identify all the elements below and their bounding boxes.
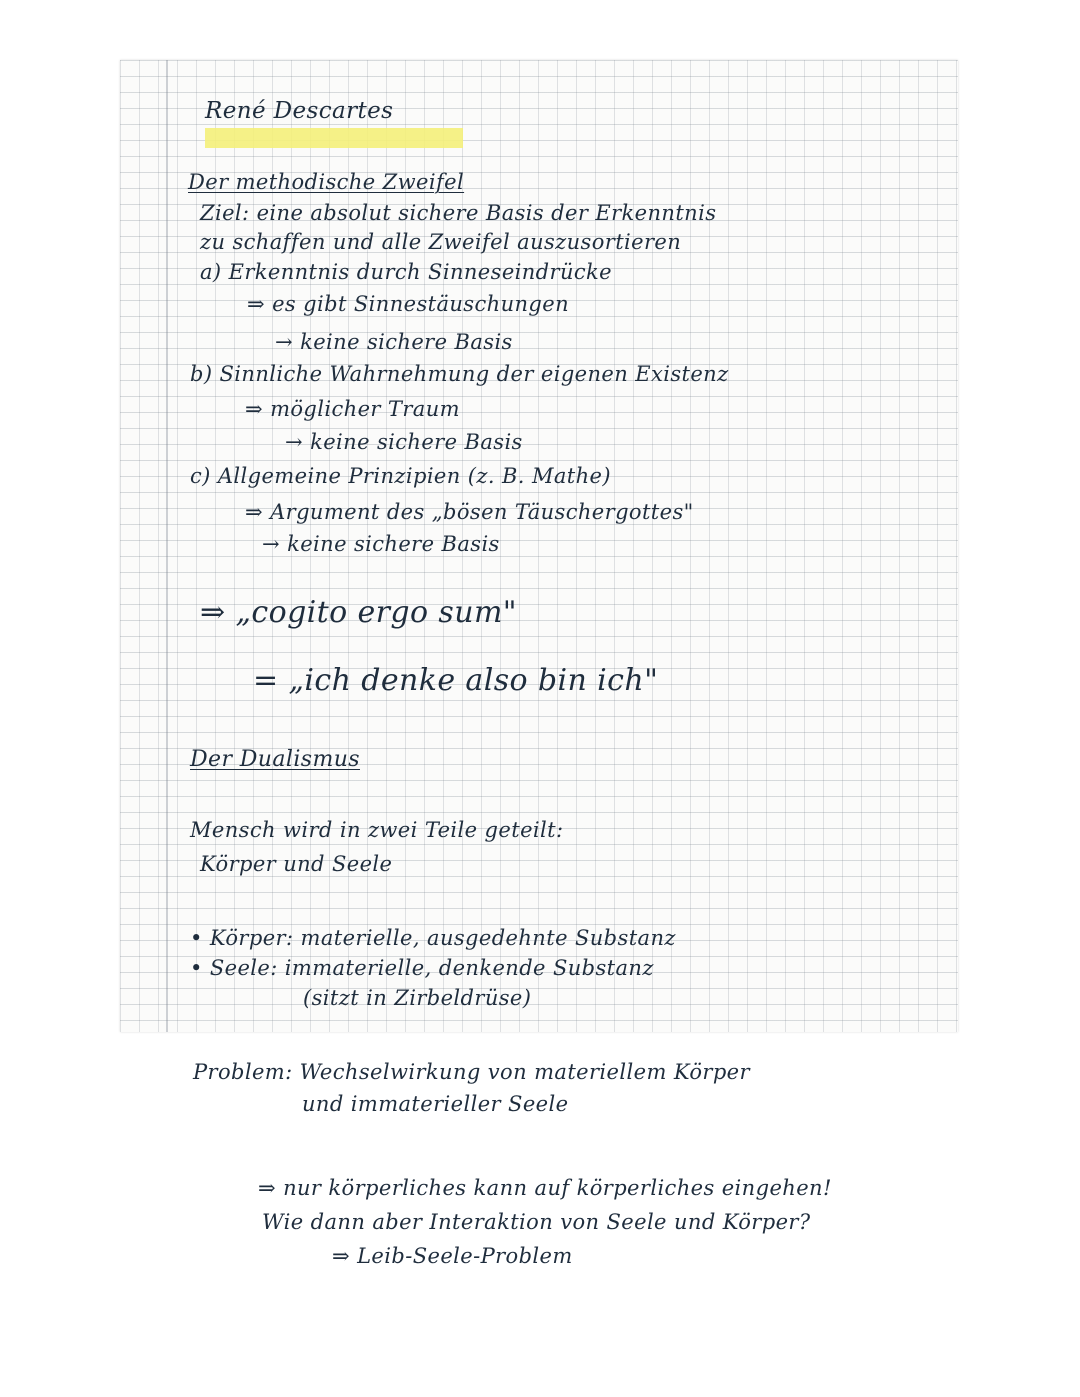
note-line: ⇒ nur körperliches kann auf körperliches eingehen! <box>258 1176 832 1200</box>
note-line: b) Sinnliche Wahrnehmung der eigenen Existenz <box>190 362 729 386</box>
note-line: zu schaffen und alle Zweifel auszusortieren <box>200 230 682 254</box>
note-line: ⇒ Argument des „bösen Täuschergottes" <box>245 500 694 524</box>
note-line: und immaterieller Seele <box>302 1092 569 1116</box>
section-heading-zweifel: Der methodische Zweifel <box>188 170 465 194</box>
note-line: ⇒ möglicher Traum <box>245 397 460 421</box>
note-line: • Seele: immaterielle, denkende Substanz <box>190 956 654 980</box>
cogito-translation: = „ich denke also bin ich" <box>253 663 659 698</box>
note-line: Ziel: eine absolut sichere Basis der Erkenntnis <box>200 201 717 225</box>
note-line: c) Allgemeine Prinzipien (z. B. Mathe) <box>190 464 611 488</box>
title-highlight <box>205 128 463 148</box>
note-line: • Körper: materielle, ausgedehnte Substanz <box>190 926 676 950</box>
note-line: Wie dann aber Interaktion von Seele und Körper? <box>262 1210 811 1234</box>
note-line: ⇒ Leib-Seele-Problem <box>332 1244 573 1268</box>
note-line: (sitzt in Zirbeldrüse) <box>303 986 532 1010</box>
margin-line <box>166 60 168 1032</box>
note-line: Körper und Seele <box>200 852 393 876</box>
note-line: Mensch wird in zwei Teile geteilt: <box>190 818 564 842</box>
note-line: Problem: Wechselwirkung von materiellem Körper <box>193 1060 750 1084</box>
note-line: → keine sichere Basis <box>275 330 513 354</box>
note-line: → keine sichere Basis <box>262 532 500 556</box>
section-heading-dualismus: Der Dualismus <box>190 747 360 772</box>
note-line: a) Erkenntnis durch Sinneseindrücke <box>200 260 613 284</box>
note-line: → keine sichere Basis <box>285 430 523 454</box>
note-line: ⇒ es gibt Sinnestäuschungen <box>247 292 570 316</box>
cogito-line: ⇒ „cogito ergo sum" <box>200 595 517 630</box>
page-title: René Descartes <box>205 98 394 124</box>
